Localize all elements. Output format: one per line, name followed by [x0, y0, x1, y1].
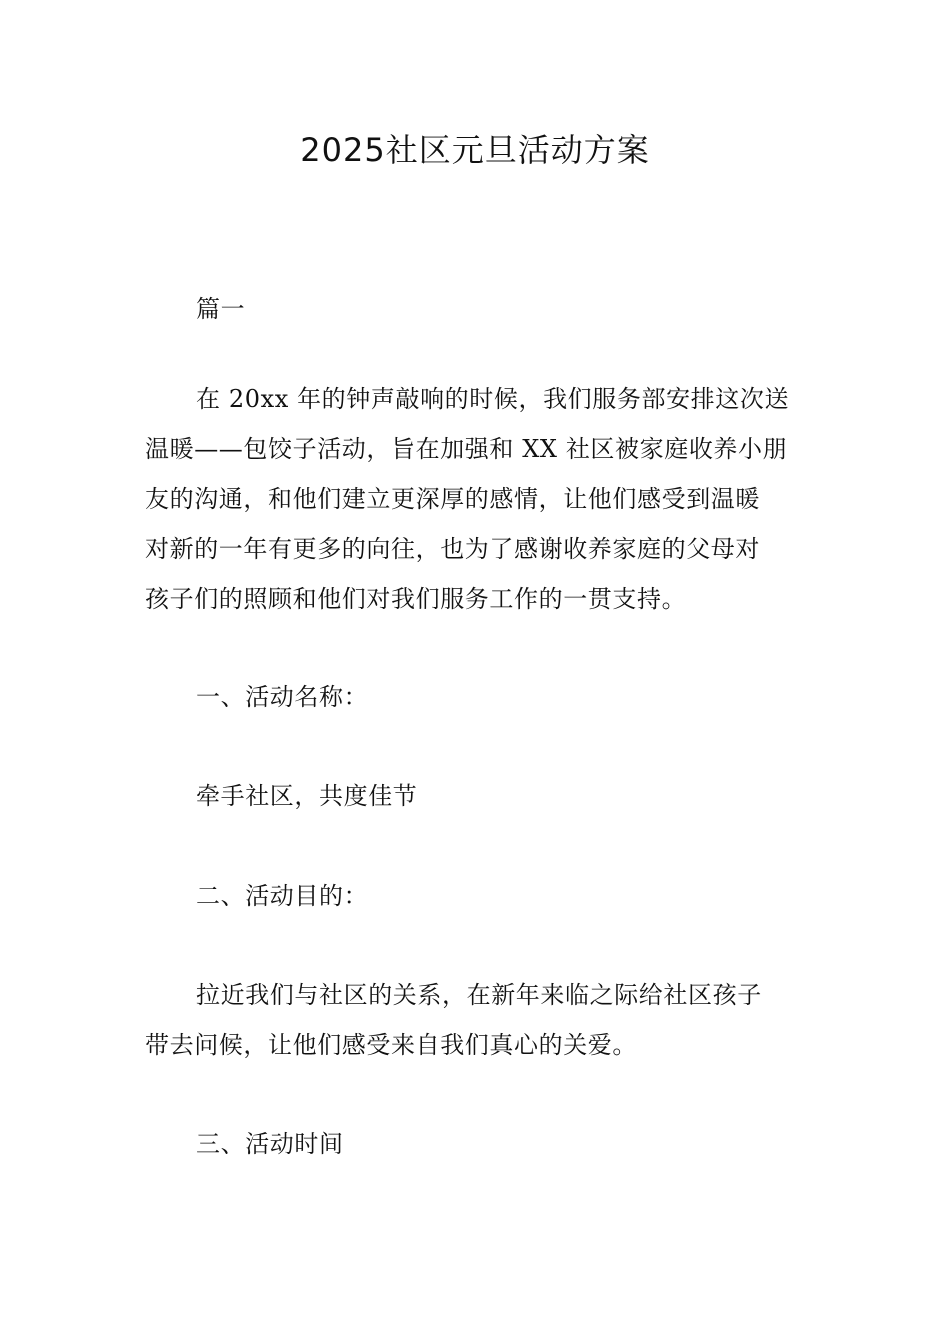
document-title: 2025社区元旦活动方案	[300, 131, 650, 169]
intro-line: 在 20xx 年的钟声敲响的时候，我们服务部安排这次送	[196, 385, 790, 413]
intro-line: 温暖——包饺子活动，旨在加强和 XX 社区被家庭收养小朋	[145, 435, 788, 463]
section-heading-time: 三、活动时间	[196, 1130, 344, 1158]
purpose-line: 拉近我们与社区的关系，在新年来临之际给社区孩子	[196, 981, 762, 1009]
intro-line: 对新的一年有更多的向往，也为了感谢收养家庭的父母对	[145, 535, 760, 563]
section-heading-purpose: 二、活动目的：	[196, 882, 369, 910]
section-heading-name: 一、活动名称：	[196, 683, 369, 711]
intro-line: 友的沟通，和他们建立更深厚的感情，让他们感受到温暖	[145, 485, 760, 513]
purpose-line: 带去问候，让他们感受来自我们真心的关爱。	[145, 1031, 637, 1059]
activity-name-text: 牵手社区，共度佳节	[196, 782, 418, 810]
intro-line: 孩子们的照顾和他们对我们服务工作的一贯支持。	[145, 585, 687, 613]
purpose-paragraph	[145, 970, 810, 1070]
part-label: 篇一	[196, 295, 246, 323]
intro-paragraph	[145, 374, 810, 624]
